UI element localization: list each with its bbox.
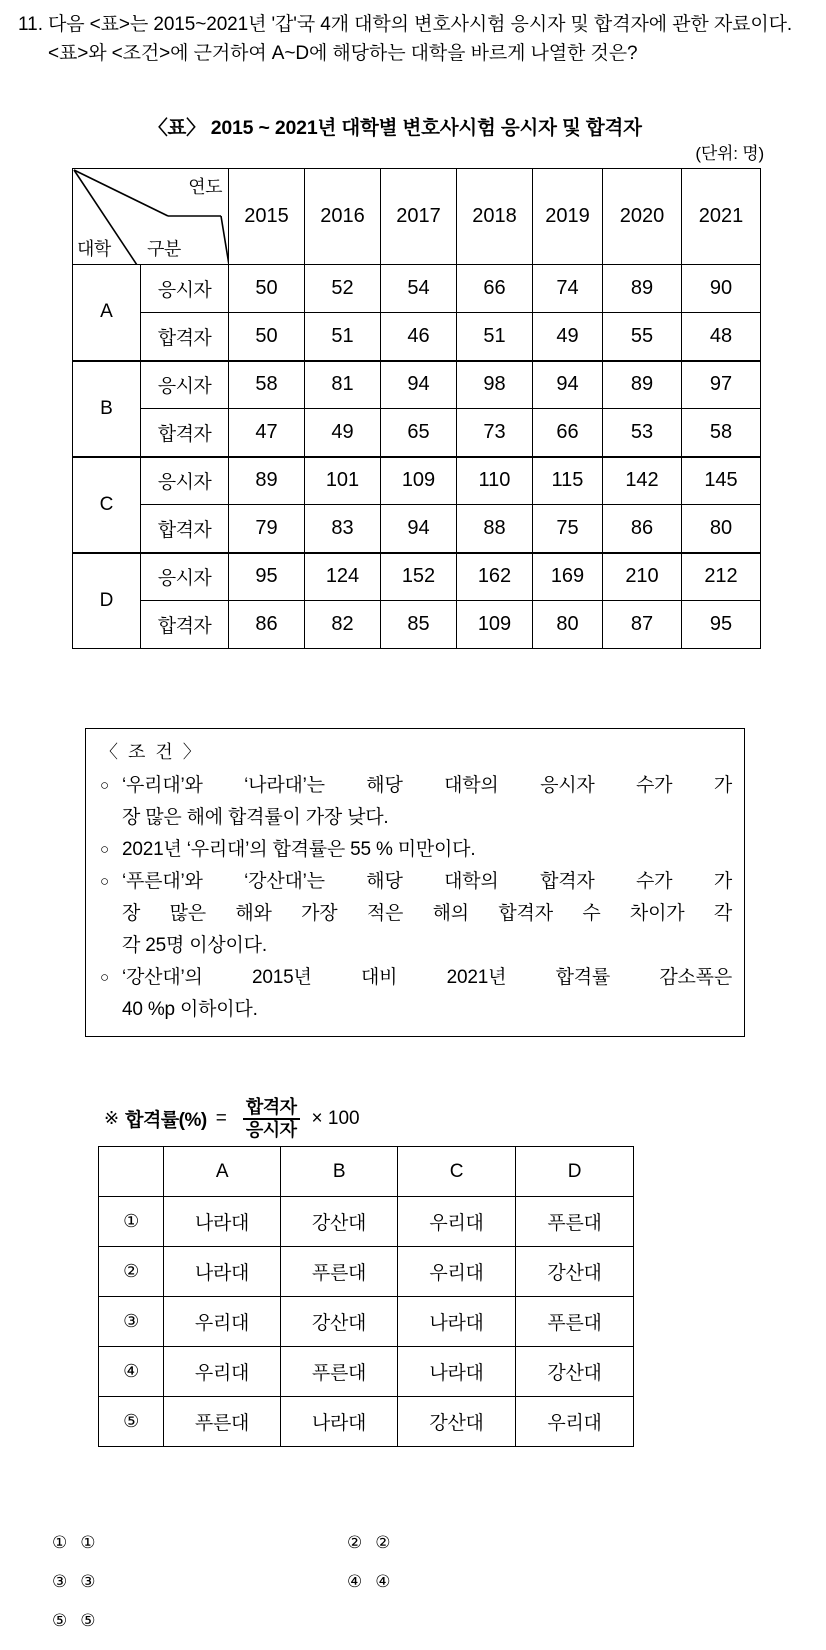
applicants-value-cell: 98 — [457, 361, 533, 409]
choice-value-cell: 우리대 — [516, 1397, 634, 1447]
answer-option-2[interactable] — [347, 1533, 391, 1553]
choice-value-cell: 푸른대 — [164, 1397, 281, 1447]
choice-value-cell: 우리대 — [164, 1347, 281, 1397]
applicants-value-cell: 95 — [229, 553, 305, 601]
choice-value-cell: 푸른대 — [281, 1347, 398, 1397]
choice-row[interactable] — [99, 1347, 634, 1397]
passers-value-cell: 73 — [457, 409, 533, 457]
applicants-value-cell: 101 — [305, 457, 381, 505]
condition-bullet-icon: ○ — [100, 969, 109, 986]
corner-year-label: 연도 — [188, 177, 222, 197]
passers-value-cell: 47 — [229, 409, 305, 457]
condition-bullet-icon: ○ — [100, 841, 109, 858]
table-row — [73, 361, 761, 409]
choice-value-cell: 푸른대 — [516, 1197, 634, 1247]
choice-value-cell: 나라대 — [398, 1297, 516, 1347]
condition-bullet-icon: ○ — [100, 873, 109, 890]
applicants-value-cell: 169 — [533, 553, 603, 601]
applicants-value-cell: 90 — [682, 265, 761, 313]
passers-value-cell: 55 — [603, 313, 682, 361]
passers-value-cell: 94 — [381, 505, 457, 553]
option-value-5: ⑤ — [80, 1611, 96, 1630]
applicants-value-cell: 162 — [457, 553, 533, 601]
answer-option-4[interactable] — [347, 1572, 391, 1592]
passers-value-cell: 86 — [229, 601, 305, 649]
year-header: 2015 — [229, 169, 305, 265]
option-mark-5: ⑤ — [52, 1611, 68, 1630]
condition-bullet-icon: ○ — [100, 777, 109, 794]
answer-options-list — [52, 1533, 572, 1650]
applicants-value-cell: 142 — [603, 457, 682, 505]
question-stem — [14, 10, 814, 68]
choice-row[interactable] — [99, 1397, 634, 1447]
university-cell: C — [73, 457, 141, 553]
passers-value-cell: 58 — [682, 409, 761, 457]
applicants-value-cell: 58 — [229, 361, 305, 409]
applicants-value-cell: 50 — [229, 265, 305, 313]
condition-line: 장 많은 해에 합격률이 가장 낮다. — [122, 807, 389, 828]
answer-row — [52, 1572, 572, 1592]
table-header-row — [73, 169, 761, 265]
passers-value-cell: 66 — [533, 409, 603, 457]
corner-kind-label: 구분 — [147, 239, 181, 259]
choice-row[interactable] — [99, 1197, 634, 1247]
choice-value-cell: 강산대 — [281, 1197, 398, 1247]
choice-value-cell: 강산대 — [281, 1297, 398, 1347]
passers-value-cell: 79 — [229, 505, 305, 553]
choice-value-cell: 나라대 — [281, 1397, 398, 1447]
condition-text — [122, 770, 732, 834]
choice-header-B: B — [281, 1147, 398, 1197]
choice-header-A: A — [164, 1147, 281, 1197]
condition-line: ‘푸른대’와 ‘강산대’는 해당 대학의 합격자 수가 가 — [122, 871, 732, 892]
condition-item — [100, 770, 732, 834]
category-cell-applicants: 응시자 — [141, 457, 229, 505]
passers-value-cell: 49 — [533, 313, 603, 361]
choice-index-cell[interactable]: ③ — [99, 1297, 164, 1347]
conditions-box — [85, 728, 745, 1037]
applicants-value-cell: 74 — [533, 265, 603, 313]
category-cell-passers: 합격자 — [141, 505, 229, 553]
year-header: 2021 — [682, 169, 761, 265]
passers-value-cell: 83 — [305, 505, 381, 553]
applicants-value-cell: 124 — [305, 553, 381, 601]
condition-line: 각 25명 이상이다. — [122, 935, 267, 956]
answer-option-3[interactable] — [52, 1572, 347, 1592]
applicants-value-cell: 89 — [603, 265, 682, 313]
choice-value-cell: 우리대 — [398, 1197, 516, 1247]
condition-text — [122, 834, 732, 866]
condition-line: ‘강산대’의 2015년 대비 2021년 합격률 감소폭은 — [122, 967, 732, 988]
year-header: 2018 — [457, 169, 533, 265]
passers-value-cell: 46 — [381, 313, 457, 361]
category-cell-applicants: 응시자 — [141, 265, 229, 313]
choice-row[interactable] — [99, 1247, 634, 1297]
conditions-title: 〈 조 건 〉 — [100, 742, 204, 762]
applicants-value-cell: 212 — [682, 553, 761, 601]
passers-value-cell: 65 — [381, 409, 457, 457]
university-cell: A — [73, 265, 141, 361]
formula-denominator: 응시자 — [245, 1119, 297, 1140]
choice-value-cell: 나라대 — [398, 1347, 516, 1397]
choice-value-cell: 나라대 — [164, 1247, 281, 1297]
conditions-list — [100, 770, 732, 1026]
choice-header-D: D — [516, 1147, 634, 1197]
option-value-3: ③ — [80, 1572, 96, 1591]
choice-value-cell: 푸른대 — [281, 1247, 398, 1297]
choice-index-cell[interactable]: ② — [99, 1247, 164, 1297]
condition-item — [100, 866, 732, 962]
choice-header-C: C — [398, 1147, 516, 1197]
applicants-value-cell: 81 — [305, 361, 381, 409]
applicants-value-cell: 54 — [381, 265, 457, 313]
category-cell-applicants: 응시자 — [141, 361, 229, 409]
choice-value-cell: 나라대 — [164, 1197, 281, 1247]
formula-fraction — [243, 1098, 300, 1140]
choice-table — [98, 1146, 633, 1447]
answer-row — [52, 1611, 572, 1631]
passers-value-cell: 51 — [305, 313, 381, 361]
applicants-value-cell: 110 — [457, 457, 533, 505]
applicants-value-cell: 152 — [381, 553, 457, 601]
passers-value-cell: 80 — [682, 505, 761, 553]
answer-option-5[interactable] — [52, 1611, 347, 1631]
choice-value-cell: 강산대 — [516, 1347, 634, 1397]
choice-index-cell[interactable]: ① — [99, 1197, 164, 1247]
option-value-4: ④ — [375, 1572, 391, 1591]
passers-value-cell: 87 — [603, 601, 682, 649]
passers-value-cell: 80 — [533, 601, 603, 649]
category-cell-passers: 합격자 — [141, 409, 229, 457]
choice-row[interactable] — [99, 1297, 634, 1347]
question-number: 11. — [18, 14, 44, 35]
choice-value-cell: 우리대 — [398, 1247, 516, 1297]
table-row — [73, 457, 761, 505]
formula-multiplier: × 100 — [311, 1107, 360, 1129]
question-text: 다음 <표>는 2015~2021년 '갑'국 4개 대학의 변호사시험 응시자 및 합격자에 관한 자료이다. <표>와 <조건>에 근거하여 A~D에 해당하는 대학을 바르게 나열한 것은? — [48, 14, 793, 64]
applicants-value-cell: 52 — [305, 265, 381, 313]
passers-value-cell: 49 — [305, 409, 381, 457]
university-cell: D — [73, 553, 141, 649]
condition-text — [122, 866, 732, 962]
passers-value-cell: 51 — [457, 313, 533, 361]
passers-value-cell: 82 — [305, 601, 381, 649]
table-caption: 〈표〉 2015 ~ 2021년 대학별 변호사시험 응시자 및 합격자 — [148, 117, 642, 139]
passers-value-cell: 86 — [603, 505, 682, 553]
condition-item — [100, 834, 732, 866]
year-header: 2019 — [533, 169, 603, 265]
passers-value-cell: 50 — [229, 313, 305, 361]
table-unit-note: (단위: 명) — [695, 144, 764, 163]
year-header: 2016 — [305, 169, 381, 265]
category-cell-passers: 합격자 — [141, 601, 229, 649]
condition-line: 장 많은 해와 가장 적은 해의 합격자 수 차이가 각 — [122, 903, 732, 924]
applicants-value-cell: 109 — [381, 457, 457, 505]
choice-value-cell: 우리대 — [164, 1297, 281, 1347]
answer-option-1[interactable] — [52, 1533, 347, 1553]
choice-header-blank — [99, 1147, 164, 1197]
condition-line: 2021년 ‘우리대’의 합격률은 55 % 미만이다. — [122, 839, 476, 860]
table-row — [73, 553, 761, 601]
passers-value-cell: 109 — [457, 601, 533, 649]
applicants-value-cell: 97 — [682, 361, 761, 409]
applicants-value-cell: 94 — [381, 361, 457, 409]
corner-univ-label: 대학 — [77, 239, 111, 259]
passers-value-cell: 75 — [533, 505, 603, 553]
year-header: 2020 — [603, 169, 682, 265]
year-header: 2017 — [381, 169, 457, 265]
applicants-value-cell: 94 — [533, 361, 603, 409]
condition-line: 40 %p 이하이다. — [122, 999, 258, 1020]
condition-text — [122, 962, 732, 1026]
applicants-value-cell: 89 — [603, 361, 682, 409]
category-cell-applicants: 응시자 — [141, 553, 229, 601]
passers-value-cell: 53 — [603, 409, 682, 457]
applicants-value-cell: 66 — [457, 265, 533, 313]
formula-numerator: 합격자 — [245, 1097, 297, 1117]
option-mark-3: ③ — [52, 1572, 68, 1591]
answer-row — [52, 1533, 572, 1553]
table-row — [73, 265, 761, 313]
main-data-table — [72, 168, 760, 649]
option-mark-4: ④ — [347, 1572, 363, 1591]
option-value-2: ② — [375, 1533, 391, 1552]
condition-line: ‘우리대’와 ‘나라대’는 해당 대학의 응시자 수가 가 — [122, 775, 732, 796]
applicants-value-cell: 89 — [229, 457, 305, 505]
university-cell: B — [73, 361, 141, 457]
pass-rate-formula — [104, 1098, 360, 1140]
choice-value-cell: 강산대 — [516, 1247, 634, 1297]
option-value-1: ① — [80, 1533, 96, 1552]
choice-index-cell[interactable]: ⑤ — [99, 1397, 164, 1447]
corner-header-cell — [73, 169, 229, 265]
option-mark-2: ② — [347, 1533, 363, 1552]
table-row — [73, 409, 761, 457]
table-row — [73, 601, 761, 649]
choice-value-cell: 강산대 — [398, 1397, 516, 1447]
applicants-value-cell: 115 — [533, 457, 603, 505]
category-cell-passers: 합격자 — [141, 313, 229, 361]
note-mark-icon: ※ — [104, 1108, 120, 1129]
choice-value-cell: 푸른대 — [516, 1297, 634, 1347]
table-row — [73, 313, 761, 361]
passers-value-cell: 48 — [682, 313, 761, 361]
passers-value-cell: 95 — [682, 601, 761, 649]
passers-value-cell: 88 — [457, 505, 533, 553]
choice-index-cell[interactable]: ④ — [99, 1347, 164, 1397]
condition-item — [100, 962, 732, 1026]
passers-value-cell: 85 — [381, 601, 457, 649]
table-row — [73, 505, 761, 553]
applicants-value-cell: 145 — [682, 457, 761, 505]
choice-header-row — [99, 1147, 634, 1197]
option-mark-1: ① — [52, 1533, 68, 1552]
formula-equals: = — [215, 1107, 227, 1129]
formula-left-side: 합격률(%) — [125, 1110, 207, 1132]
applicants-value-cell: 210 — [603, 553, 682, 601]
